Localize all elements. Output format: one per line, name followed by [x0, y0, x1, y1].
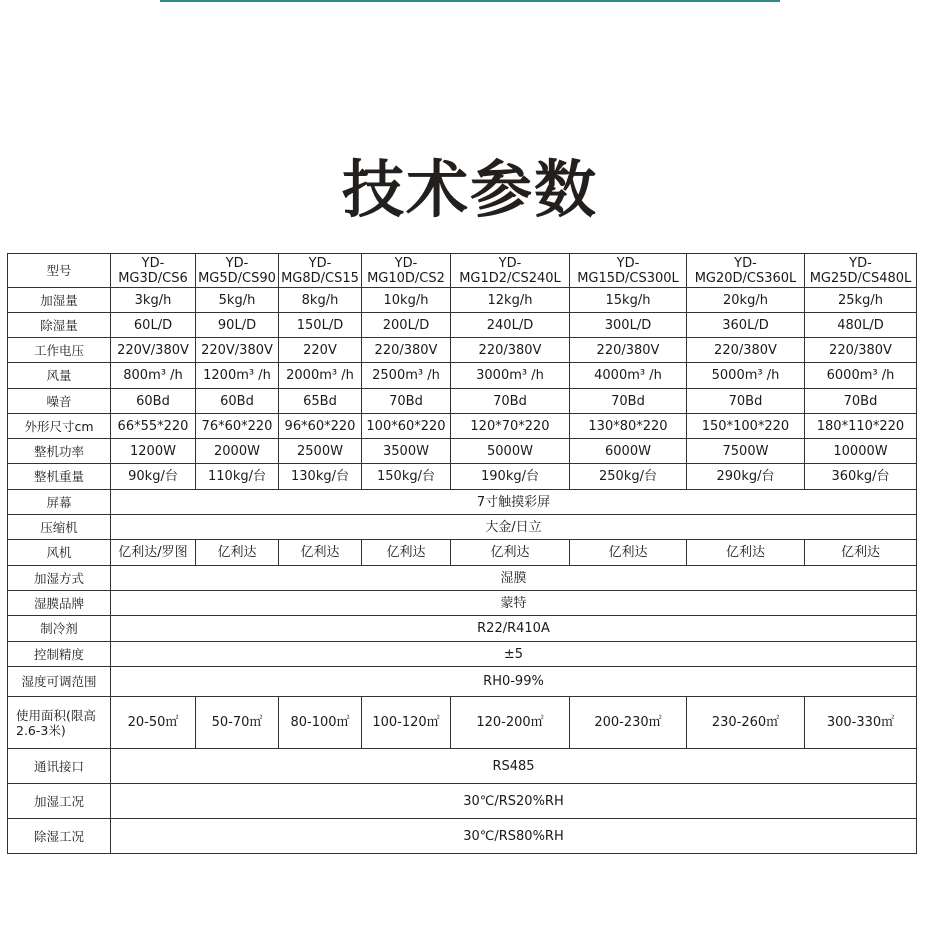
model-cell	[111, 254, 196, 288]
table-cell: 220/380V	[451, 338, 570, 363]
model-cell	[570, 254, 687, 288]
table-row-airflow	[8, 363, 917, 389]
table-cell: 3kg/h	[111, 288, 196, 313]
model-prefix: YD-	[616, 255, 640, 271]
table-cell: 2500m³ /h	[362, 363, 451, 389]
table-cell: 15kg/h	[570, 288, 687, 313]
table-row-humidity-range	[8, 667, 917, 697]
table-cell: 130kg/台	[279, 464, 362, 490]
table-cell: 120-200㎡	[451, 697, 570, 749]
page-title: 技术参数	[341, 153, 598, 226]
model-cell	[687, 254, 805, 288]
table-cell: 亿利达	[196, 540, 279, 566]
table-cell: 10kg/h	[362, 288, 451, 313]
table-cell: 96*60*220	[279, 414, 362, 439]
table-cell: 5000m³ /h	[687, 363, 805, 389]
table-row-area	[8, 697, 917, 749]
table-row-power	[8, 439, 917, 464]
row-label: 加湿工况	[8, 784, 111, 819]
table-cell: 90L/D	[196, 313, 279, 338]
table-cell-merged: RH0-99%	[111, 667, 917, 697]
table-row-weight	[8, 464, 917, 490]
table-cell-merged: 大金/日立	[111, 515, 917, 540]
table-cell: 190kg/台	[451, 464, 570, 490]
table-cell: 3000m³ /h	[451, 363, 570, 389]
table-cell: 70Bd	[451, 389, 570, 414]
top-accent-line	[160, 0, 780, 2]
table-cell: 10000W	[805, 439, 917, 464]
table-cell: 200L/D	[362, 313, 451, 338]
table-row-voltage	[8, 338, 917, 363]
row-label: 制冷剂	[8, 616, 111, 642]
table-cell: 20-50㎡	[111, 697, 196, 749]
table-cell: 70Bd	[687, 389, 805, 414]
table-cell: 70Bd	[362, 389, 451, 414]
table-cell: 25kg/h	[805, 288, 917, 313]
table-cell-merged: RS485	[111, 749, 917, 784]
row-label: 加湿量	[8, 288, 111, 313]
table-cell: 亿利达	[451, 540, 570, 566]
table-cell: 230-260㎡	[687, 697, 805, 749]
table-row-dehumidify-condition	[8, 819, 917, 854]
model-cell	[362, 254, 451, 288]
table-cell: 80-100㎡	[279, 697, 362, 749]
table-cell: 1200m³ /h	[196, 363, 279, 389]
table-cell: 100-120㎡	[362, 697, 451, 749]
table-cell: 110kg/台	[196, 464, 279, 490]
row-label: 湿膜品牌	[8, 591, 111, 616]
model-prefix: YD-	[734, 255, 757, 271]
table-cell: 20kg/h	[687, 288, 805, 313]
table-cell: 5000W	[451, 439, 570, 464]
row-label: 风机	[8, 540, 111, 566]
table-cell: 2000m³ /h	[279, 363, 362, 389]
table-row-humidify	[8, 288, 917, 313]
table-row-membrane-brand	[8, 591, 917, 616]
table-cell: 220/380V	[805, 338, 917, 363]
table-cell: 亿利达/罗图	[111, 540, 196, 566]
row-label: 除湿量	[8, 313, 111, 338]
table-cell: 亿利达	[362, 540, 451, 566]
table-cell: 亿利达	[279, 540, 362, 566]
row-label: 控制精度	[8, 642, 111, 667]
model-code: MG8D/CS15	[281, 270, 359, 286]
table-cell: 300L/D	[570, 313, 687, 338]
table-cell: 12kg/h	[451, 288, 570, 313]
table-cell-merged: R22/R410A	[111, 616, 917, 642]
table-cell: 200-230㎡	[570, 697, 687, 749]
table-row-compressor	[8, 515, 917, 540]
table-cell: 100*60*220	[362, 414, 451, 439]
model-prefix: YD-	[141, 255, 165, 271]
table-cell-merged: 7寸触摸彩屏	[111, 490, 917, 515]
table-cell: 150*100*220	[687, 414, 805, 439]
row-label: 压缩机	[8, 515, 111, 540]
table-cell: 1200W	[111, 439, 196, 464]
table-row-model	[8, 254, 917, 288]
table-cell: 50-70㎡	[196, 697, 279, 749]
table-cell-merged: 30℃/RS20%RH	[111, 784, 917, 819]
row-label: 湿度可调范围	[8, 667, 111, 697]
table-cell: 66*55*220	[111, 414, 196, 439]
table-cell: 150kg/台	[362, 464, 451, 490]
table-cell: 亿利达	[687, 540, 805, 566]
row-label: 外形尺寸cm	[8, 414, 111, 439]
table-cell: 76*60*220	[196, 414, 279, 439]
table-cell: 5kg/h	[196, 288, 279, 313]
table-cell: 70Bd	[805, 389, 917, 414]
table-cell: 4000m³ /h	[570, 363, 687, 389]
table-cell: 3500W	[362, 439, 451, 464]
table-cell: 180*110*220	[805, 414, 917, 439]
table-cell: 300-330㎡	[805, 697, 917, 749]
model-code: MG1D2/CS240L	[459, 270, 561, 286]
table-cell: 240L/D	[451, 313, 570, 338]
table-cell: 6000W	[570, 439, 687, 464]
model-cell	[279, 254, 362, 288]
table-cell: 70Bd	[570, 389, 687, 414]
table-row-fan	[8, 540, 917, 566]
row-label: 整机功率	[8, 439, 111, 464]
model-prefix: YD-	[308, 255, 332, 271]
table-cell: 150L/D	[279, 313, 362, 338]
model-code: MG15D/CS300L	[577, 270, 679, 286]
table-cell: 60Bd	[196, 389, 279, 414]
model-code: MG10D/CS2	[367, 270, 445, 286]
row-label: 整机重量	[8, 464, 111, 490]
table-cell: 220V/380V	[196, 338, 279, 363]
table-cell: 亿利达	[570, 540, 687, 566]
table-cell: 220/380V	[570, 338, 687, 363]
model-code: MG25D/CS480L	[809, 270, 912, 286]
model-cell	[805, 254, 917, 288]
table-row-humidify-condition	[8, 784, 917, 819]
table-row-dimensions	[8, 414, 917, 439]
table-cell: 90kg/台	[111, 464, 196, 490]
table-cell: 60L/D	[111, 313, 196, 338]
table-cell: 480L/D	[805, 313, 917, 338]
table-cell: 220/380V	[687, 338, 805, 363]
model-code: MG5D/CS90	[198, 270, 276, 286]
spec-table	[7, 253, 917, 854]
table-cell: 220V/380V	[111, 338, 196, 363]
table-row-refrigerant	[8, 616, 917, 642]
table-cell: 亿利达	[805, 540, 917, 566]
model-code: MG20D/CS360L	[694, 270, 797, 286]
table-cell: 6000m³ /h	[805, 363, 917, 389]
row-label: 噪音	[8, 389, 111, 414]
model-prefix: YD-	[849, 255, 872, 271]
table-cell: 8kg/h	[279, 288, 362, 313]
table-cell: 250kg/台	[570, 464, 687, 490]
model-cell	[196, 254, 279, 288]
table-row-precision	[8, 642, 917, 667]
table-cell: 360L/D	[687, 313, 805, 338]
table-cell: 7500W	[687, 439, 805, 464]
model-prefix: YD-	[225, 255, 249, 271]
table-cell: 800m³ /h	[111, 363, 196, 389]
table-cell-merged: 蒙特	[111, 591, 917, 616]
model-cell	[451, 254, 570, 288]
table-cell: 120*70*220	[451, 414, 570, 439]
model-prefix: YD-	[498, 255, 522, 271]
table-cell: 2500W	[279, 439, 362, 464]
row-label: 风量	[8, 363, 111, 389]
table-cell-merged: 湿膜	[111, 566, 917, 591]
table-cell: 360kg/台	[805, 464, 917, 490]
row-label: 屏幕	[8, 490, 111, 515]
table-row-comm	[8, 749, 917, 784]
model-code: MG3D/CS6	[118, 270, 188, 286]
table-cell: 220/380V	[362, 338, 451, 363]
table-row-noise	[8, 389, 917, 414]
model-prefix: YD-	[394, 255, 418, 271]
row-label: 通讯接口	[8, 749, 111, 784]
table-cell-merged: ±5	[111, 642, 917, 667]
row-label: 型号	[8, 254, 111, 288]
table-row-dehumidify	[8, 313, 917, 338]
table-cell-merged: 30℃/RS80%RH	[111, 819, 917, 854]
row-label: 加湿方式	[8, 566, 111, 591]
table-cell: 65Bd	[279, 389, 362, 414]
row-label: 使用面积(限高2.6-3米)	[8, 697, 111, 749]
row-label: 工作电压	[8, 338, 111, 363]
table-row-humidify-method	[8, 566, 917, 591]
table-cell: 220V	[279, 338, 362, 363]
table-cell: 60Bd	[111, 389, 196, 414]
table-cell: 2000W	[196, 439, 279, 464]
table-row-screen	[8, 490, 917, 515]
table-cell: 290kg/台	[687, 464, 805, 490]
table-cell: 130*80*220	[570, 414, 687, 439]
row-label: 除湿工况	[8, 819, 111, 854]
